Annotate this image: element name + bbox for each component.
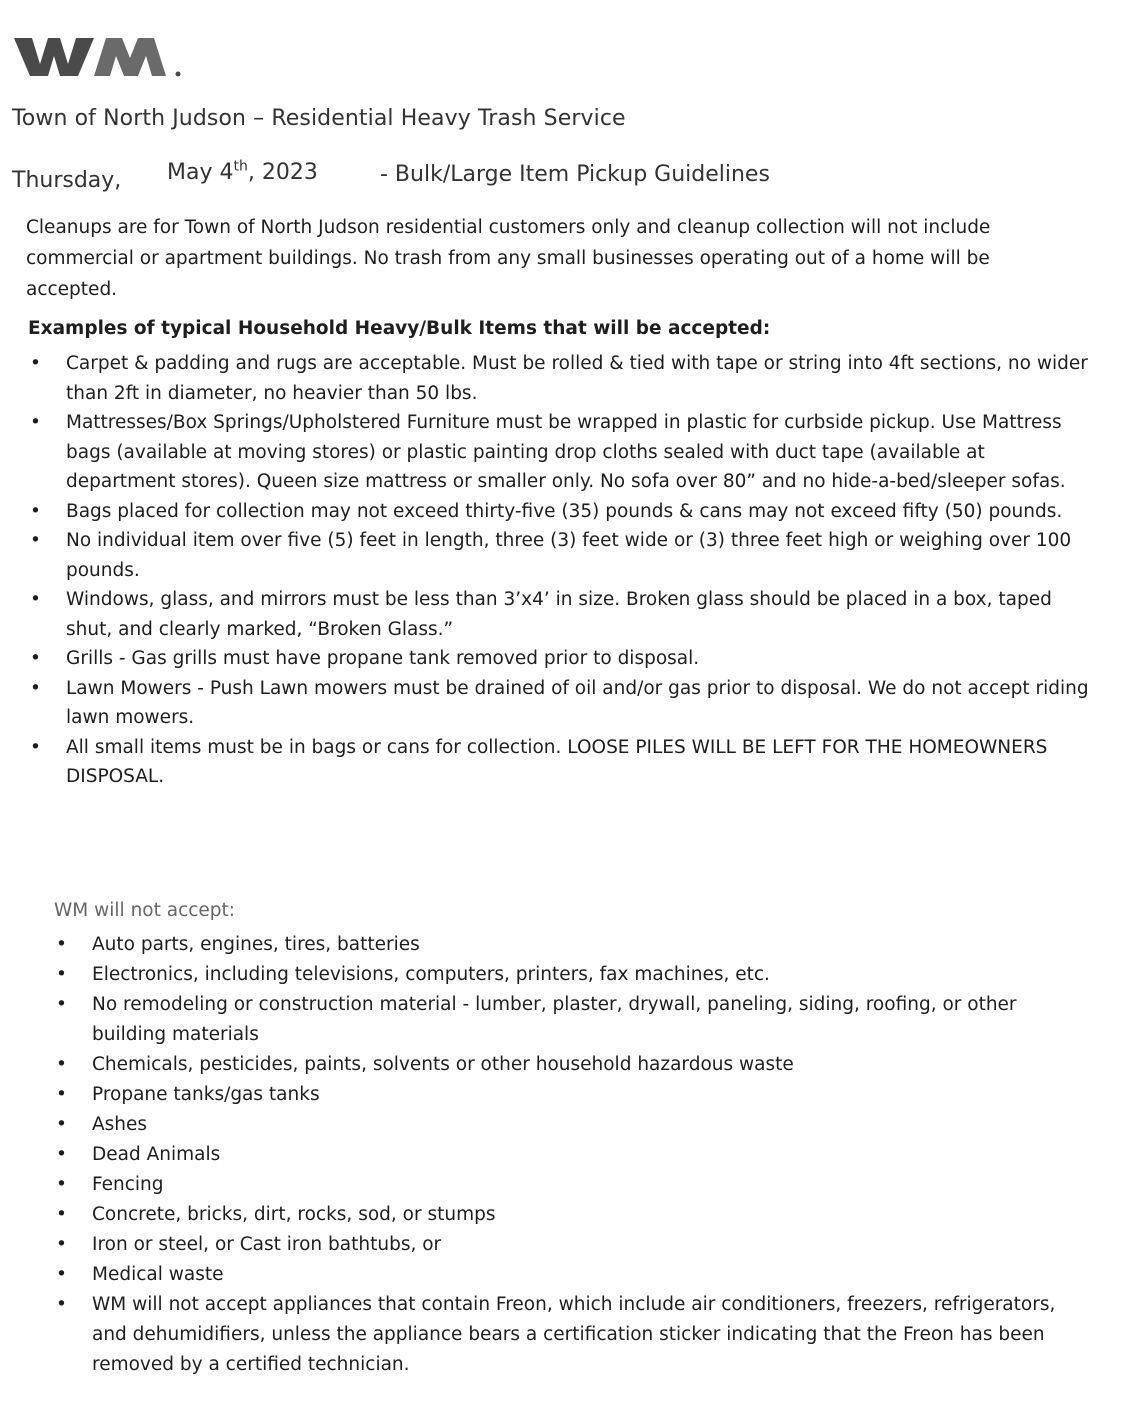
- bullet-icon: •: [56, 1234, 67, 1255]
- bullet-icon: •: [30, 500, 41, 522]
- accepted-item: [28, 733, 1098, 792]
- accepted-item: [28, 644, 1098, 674]
- accepted-item-text: No individual item over five (5) feet in length, three (3) feet wide or (3) three feet high or weighing over 100 pounds.: [66, 530, 1072, 581]
- accepted-item: [28, 585, 1098, 644]
- rejected-item: [54, 1260, 1084, 1290]
- bullet-icon: •: [30, 530, 41, 551]
- rejected-item-text: Propane tanks/gas tanks: [92, 1084, 320, 1105]
- bullet-icon: •: [56, 964, 67, 985]
- accepted-item: [28, 497, 1098, 527]
- rejected-item-text: Concrete, bricks, dirt, rocks, sod, or stumps: [92, 1204, 496, 1225]
- rejected-item-text: No remodeling or construction material - lumber, plaster, drywall, paneling, siding, roofing, or other building materials: [92, 994, 1017, 1045]
- wm-logo: [14, 34, 184, 80]
- rejected-item: [54, 1200, 1084, 1230]
- rejected-item-text: Chemicals, pesticides, paints, solvents or other household hazardous waste: [92, 1054, 794, 1075]
- pickup-date-year: , 2023: [247, 160, 318, 185]
- bullet-icon: •: [56, 994, 67, 1015]
- rejected-item-text: Dead Animals: [92, 1144, 221, 1165]
- pickup-day: Thursday,: [12, 168, 122, 193]
- rejected-item: [54, 1140, 1084, 1170]
- accepted-item: [28, 349, 1098, 408]
- accepted-item-text: Carpet & padding and rugs are acceptable. Must be rolled & tied with tape or string into 4ft sections, no wider than 2ft in diameter, no heavier than 50 lbs.: [66, 353, 1088, 404]
- bullet-icon: •: [56, 1054, 67, 1075]
- bullet-icon: •: [30, 412, 41, 433]
- accepted-item-text: Mattresses/Box Springs/Upholstered Furniture must be wrapped in plastic for curbside pickup. Use Mattress bags (available at moving stores) or plastic painting drop cloths sealed with duct tape (available at department stores). Queen size mattress or smaller only. No sofa over 80” and no hide-a-bed/sleeper sofas.: [66, 412, 1066, 492]
- accepted-item-text: Grills - Gas grills must have propane tank removed prior to disposal.: [66, 648, 700, 669]
- bullet-icon: •: [56, 1144, 67, 1165]
- rejected-item: [54, 1230, 1084, 1260]
- rejected-item: [54, 1170, 1084, 1200]
- bullet-icon: •: [56, 1204, 67, 1225]
- guidelines-title: - Bulk/Large Item Pickup Guidelines: [380, 162, 770, 187]
- rejected-item-text: Auto parts, engines, tires, batteries: [92, 934, 420, 955]
- rejected-item: [54, 960, 1084, 990]
- bullet-icon: •: [30, 648, 41, 669]
- date-line: [12, 160, 1112, 196]
- bullet-icon: •: [56, 1084, 67, 1105]
- rejected-item: [54, 930, 1084, 960]
- bullet-icon: •: [56, 934, 67, 955]
- rejected-item: [54, 1050, 1084, 1080]
- accepted-item-text: Lawn Mowers - Push Lawn mowers must be drained of oil and/or gas prior to disposal. We do not accept riding lawn mowers.: [66, 677, 1089, 728]
- accepted-item-text: All small items must be in bags or cans for collection. LOOSE PILES WILL BE LEFT FOR THE HOMEOWNERS DISPOSAL.: [66, 736, 1048, 787]
- bullet-icon: •: [30, 677, 41, 699]
- accepted-items-list: [28, 349, 1098, 792]
- rejected-item: [54, 990, 1084, 1050]
- intro-paragraph: Cleanups are for Town of North Judson residential customers only and cleanup collection will not include commercial or apartment buildings. No trash from any small businesses operating out of a home will be accepted.: [26, 217, 991, 300]
- pickup-date-main: May 4: [167, 160, 234, 185]
- bullet-icon: •: [30, 736, 41, 758]
- rejected-item-text: Medical waste: [92, 1264, 224, 1285]
- rejected-item-text: Electronics, including televisions, computers, printers, fax machines, etc.: [92, 964, 770, 985]
- bullet-icon: •: [56, 1174, 67, 1195]
- bullet-icon: •: [56, 1114, 67, 1135]
- rejected-item: [54, 1110, 1084, 1140]
- accepted-item: [28, 408, 1098, 497]
- rejected-items-list: [54, 930, 1084, 1380]
- bullet-icon: •: [30, 353, 41, 374]
- rejected-item: [54, 1080, 1084, 1110]
- rejected-item: [54, 1290, 1084, 1380]
- bullet-icon: •: [30, 589, 41, 610]
- accepted-item-text: Bags placed for collection may not exceed thirty-five (35) pounds & cans may not exceed fifty (50) pounds.: [66, 500, 1063, 522]
- rejected-item-text: Ashes: [92, 1114, 148, 1135]
- accepted-item: [28, 526, 1098, 585]
- page-title: Town of North Judson – Residential Heavy Trash Service: [12, 106, 626, 131]
- bullet-icon: •: [56, 1294, 67, 1315]
- accepted-heading: Examples of typical Household Heavy/Bulk Items that will be accepted:: [28, 318, 771, 339]
- rejected-item-text: WM will not accept appliances that contain Freon, which include air conditioners, freezers, refrigerators, and dehumidifiers, unless the appliance bears a certification sticker indicating that the Freon has been removed by a certified technician.: [92, 1294, 1056, 1375]
- pickup-date: [167, 160, 318, 185]
- accepted-item: [28, 674, 1098, 733]
- accepted-item-text: Windows, glass, and mirrors must be less than 3’x4’ in size. Broken glass should be placed in a box, taped shut, and clearly marked, “Broken Glass.”: [66, 589, 1052, 640]
- rejected-item-text: Fencing: [92, 1174, 164, 1195]
- rejected-item-text: Iron or steel, or Cast iron bathtubs, or: [92, 1234, 442, 1255]
- rejected-heading: WM will not accept:: [54, 900, 236, 921]
- pickup-date-suffix: th: [233, 158, 248, 175]
- wm-logo-icon: [14, 34, 184, 80]
- bullet-icon: •: [56, 1264, 67, 1285]
